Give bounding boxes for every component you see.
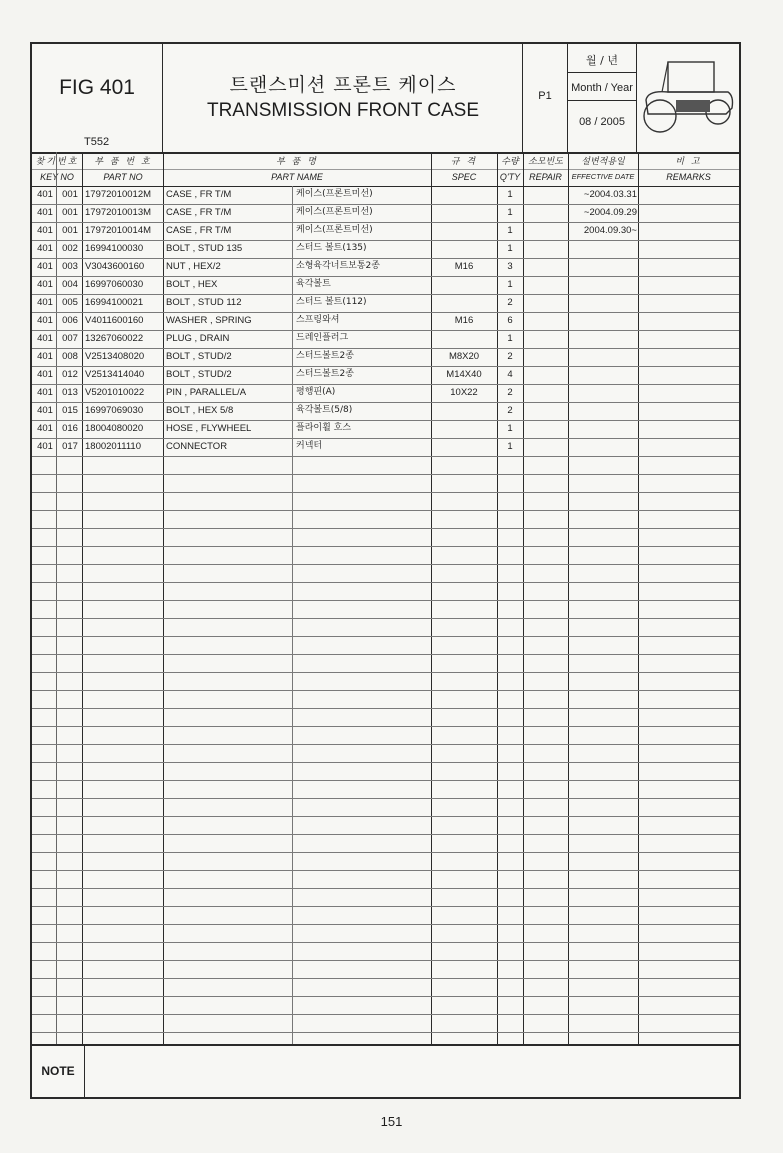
cell-quantity: 2 [507, 297, 513, 308]
cell-quantity: 3 [507, 261, 513, 272]
cell-key-item: 001 [62, 225, 78, 236]
page-indicator: P1 [538, 90, 552, 102]
cell-key-group: 401 [37, 207, 53, 218]
cell-quantity: 1 [507, 441, 513, 452]
cell-part-name-ko: 플라이휠 호스 [296, 423, 352, 433]
col-qty-en: Q'TY [499, 172, 521, 182]
table-row [32, 276, 739, 294]
cell-effective-date [569, 312, 637, 329]
col-key-ko: 찾기번호 [35, 157, 79, 167]
table-row [32, 348, 739, 366]
cell-part-name-en: BOLT , STUD/2 [166, 351, 232, 362]
parts-table-body [32, 186, 739, 1044]
cell-spec [432, 438, 496, 455]
cell-part-name-en: PIN , PARALLEL/A [166, 387, 247, 398]
cell-spec [432, 330, 496, 347]
cell-quantity: 1 [507, 225, 513, 236]
parts-sheet [30, 42, 741, 1099]
cell-quantity: 1 [507, 189, 513, 200]
cell-part-name-en: BOLT , STUD/2 [166, 369, 232, 380]
month-year-korean: 월 / 년 [586, 54, 618, 67]
cell-part-name-ko: 스터드볼트2종 [296, 351, 354, 361]
cell-part-name-ko: 소형육각너트보통2종 [296, 261, 380, 271]
cell-key-item: 003 [62, 261, 78, 272]
cell-key-group: 401 [37, 225, 53, 236]
cell-key-item: 001 [62, 189, 78, 200]
cell-part-name-ko: 커넥터 [296, 441, 323, 451]
cell-quantity: 1 [507, 333, 513, 344]
cell-part-name-en: BOLT , STUD 112 [166, 297, 242, 308]
cell-part-number: V2513408020 [85, 351, 145, 362]
cell-part-number: 17972010013M [85, 207, 152, 218]
cell-effective-date [569, 348, 637, 365]
cell-effective-date [569, 294, 637, 311]
cell-part-name-ko: 육각볼트 [296, 279, 331, 289]
cell-part-name-ko: 스터드 볼트(135) [296, 243, 367, 253]
col-effective-ko: 설변적용일 [581, 157, 625, 167]
cell-spec [432, 240, 496, 257]
col-qty-ko: 수량 [501, 157, 519, 167]
cell-effective-date [569, 240, 637, 257]
col-spec-ko: 규 격 [450, 157, 478, 167]
col-key-en: KEY NO [40, 172, 74, 182]
cell-effective-date [569, 402, 637, 419]
cell-key-group: 401 [37, 351, 53, 362]
cell-quantity: 2 [507, 387, 513, 398]
cell-key-item: 004 [62, 279, 78, 290]
cell-key-item: 005 [62, 297, 78, 308]
sheet-header [32, 44, 739, 154]
cell-spec [432, 222, 496, 239]
cell-effective-date [569, 420, 637, 437]
cell-part-number: V2513414040 [85, 369, 145, 380]
cell-key-group: 401 [37, 243, 53, 254]
cell-quantity: 1 [507, 243, 513, 254]
cell-part-number: V3043600160 [85, 261, 145, 272]
cell-quantity: 4 [507, 369, 513, 380]
cell-effective-date: ~2004.09.29 [583, 207, 637, 218]
cell-part-number: V4011600160 [85, 315, 144, 326]
table-row [32, 240, 739, 258]
cell-effective-date: 2004.09.30~ [583, 225, 637, 236]
cell-part-number: 18002011110 [85, 441, 142, 452]
cell-key-item: 013 [62, 387, 78, 398]
cell-part-number: 16997069030 [85, 405, 144, 416]
cell-key-item: 017 [62, 441, 78, 452]
note-label: NOTE [41, 1064, 75, 1078]
cell-part-name-ko: 케이스(프론트미선) [296, 189, 373, 199]
cell-quantity: 2 [507, 405, 513, 416]
cell-part-name-en: CONNECTOR [166, 441, 228, 452]
cell-part-name-ko: 케이스(프론트미선) [296, 225, 373, 235]
col-spec-en: SPEC [451, 172, 477, 182]
table-row [32, 330, 739, 348]
cell-quantity: 1 [507, 423, 513, 434]
month-year-box [568, 44, 637, 152]
cell-effective-date [569, 384, 637, 401]
cell-part-number: V5201010022 [85, 387, 145, 398]
cell-part-number: 17972010012M [85, 189, 152, 200]
table-row [32, 312, 739, 330]
cell-part-number: 13267060022 [85, 333, 144, 344]
model-code: T552 [84, 136, 110, 148]
cell-part-name-ko: 스터드볼트2종 [296, 369, 354, 379]
cell-key-group: 401 [37, 189, 53, 200]
table-row [32, 384, 739, 402]
cell-key-item: 008 [62, 351, 78, 362]
cell-part-name-en: CASE , FR T/M [166, 207, 232, 218]
col-repair-ko: 소모빈도 [528, 157, 563, 167]
cell-spec: M16 [454, 315, 474, 326]
note-box [32, 1044, 739, 1099]
cell-part-number: 16994100021 [85, 297, 144, 308]
cell-effective-date [569, 438, 637, 455]
cell-key-group: 401 [37, 405, 53, 416]
cell-part-name-ko: 스프링와셔 [296, 315, 340, 325]
table-row [32, 204, 739, 222]
cell-spec: M14X40 [446, 369, 482, 380]
table-row [32, 258, 739, 276]
cell-spec [432, 420, 496, 437]
col-effective-en: EFFECTIVE DATE [571, 172, 635, 181]
col-remarks-en: REMARKS [666, 172, 711, 182]
cell-part-name-ko: 육각볼트(5/8) [296, 405, 353, 415]
cell-part-name-en: HOSE , FLYWHEEL [166, 423, 252, 434]
cell-key-group: 401 [37, 441, 53, 452]
cell-key-item: 015 [62, 405, 78, 416]
cell-part-name-en: WASHER , SPRING [166, 315, 252, 326]
col-name-ko: 부 품 명 [276, 157, 318, 167]
table-row [32, 438, 739, 456]
col-part-en: PART NO [103, 172, 143, 182]
cell-effective-date [569, 330, 637, 347]
cell-key-group: 401 [37, 333, 53, 344]
col-remarks-ko: 비 고 [675, 157, 702, 167]
cell-part-name-ko: 스터드 볼트(112) [296, 297, 367, 307]
cell-spec [432, 294, 496, 311]
page-number: 151 [380, 1114, 403, 1129]
cell-spec [432, 276, 496, 293]
cell-quantity: 1 [507, 207, 513, 218]
cell-part-name-en: NUT , HEX/2 [166, 261, 221, 272]
cell-key-group: 401 [37, 423, 53, 434]
cell-key-group: 401 [37, 261, 53, 272]
cell-key-item: 012 [62, 369, 78, 380]
cell-quantity: 6 [507, 315, 513, 326]
table-row [32, 366, 739, 384]
cell-part-number: 17972010014M [85, 225, 152, 236]
cell-part-name-ko: 드레인플러그 [296, 333, 349, 343]
table-row [32, 420, 739, 438]
cell-part-name-en: BOLT , HEX 5/8 [166, 405, 234, 416]
cell-key-group: 401 [37, 297, 53, 308]
cell-key-item: 002 [62, 243, 78, 254]
cell-part-name-en: CASE , FR T/M [166, 225, 232, 236]
cell-part-number: 18004080020 [85, 423, 144, 434]
col-name-en: PART NAME [271, 172, 323, 182]
cell-part-name-ko: 케이스(프론트미선) [296, 207, 373, 217]
month-year-english: Month / Year [571, 82, 633, 94]
cell-quantity: 2 [507, 351, 513, 362]
cell-key-item: 016 [62, 423, 78, 434]
table-row [32, 186, 739, 204]
revision-date: 08 / 2005 [579, 116, 625, 128]
cell-key-group: 401 [37, 369, 53, 380]
cell-spec [432, 186, 496, 203]
cell-quantity: 1 [507, 279, 513, 290]
col-repair-en: REPAIR [529, 172, 562, 182]
title-box [163, 44, 523, 152]
table-row [32, 222, 739, 240]
cell-spec [432, 204, 496, 221]
column-header [32, 152, 739, 187]
cell-spec: 10X22 [450, 387, 478, 398]
cell-effective-date [569, 276, 637, 293]
table-row [32, 402, 739, 420]
fig-number: FIG 401 [59, 76, 135, 99]
cell-part-number: 16994100030 [85, 243, 144, 254]
table-row [32, 294, 739, 312]
cell-key-item: 006 [62, 315, 78, 326]
page-box [523, 44, 568, 152]
cell-part-name-ko: 평행핀(A) [296, 387, 336, 397]
tractor-icon [638, 50, 738, 146]
cell-part-name-en: PLUG , DRAIN [166, 333, 230, 344]
cell-effective-date [569, 258, 637, 275]
title-korean: 트랜스미션 프론트 케이스 [229, 74, 457, 96]
cell-key-group: 401 [37, 387, 53, 398]
cell-key-group: 401 [37, 279, 53, 290]
cell-part-name-en: BOLT , STUD 135 [166, 243, 243, 254]
col-part-ko: 부 품 번 호 [94, 157, 152, 167]
cell-key-group: 401 [37, 315, 53, 326]
cell-key-item: 007 [62, 333, 78, 344]
cell-spec [432, 402, 496, 419]
cell-part-number: 16997060030 [85, 279, 144, 290]
cell-spec: M16 [454, 261, 474, 272]
cell-part-name-en: CASE , FR T/M [166, 189, 232, 200]
fig-box [32, 44, 163, 152]
cell-effective-date [569, 366, 637, 383]
cell-part-name-en: BOLT , HEX [166, 279, 218, 290]
title-english: TRANSMISSION FRONT CASE [206, 100, 479, 121]
cell-key-item: 001 [62, 207, 78, 218]
cell-spec: M8X20 [448, 351, 480, 362]
cell-effective-date: ~2004.03.31 [583, 189, 637, 200]
